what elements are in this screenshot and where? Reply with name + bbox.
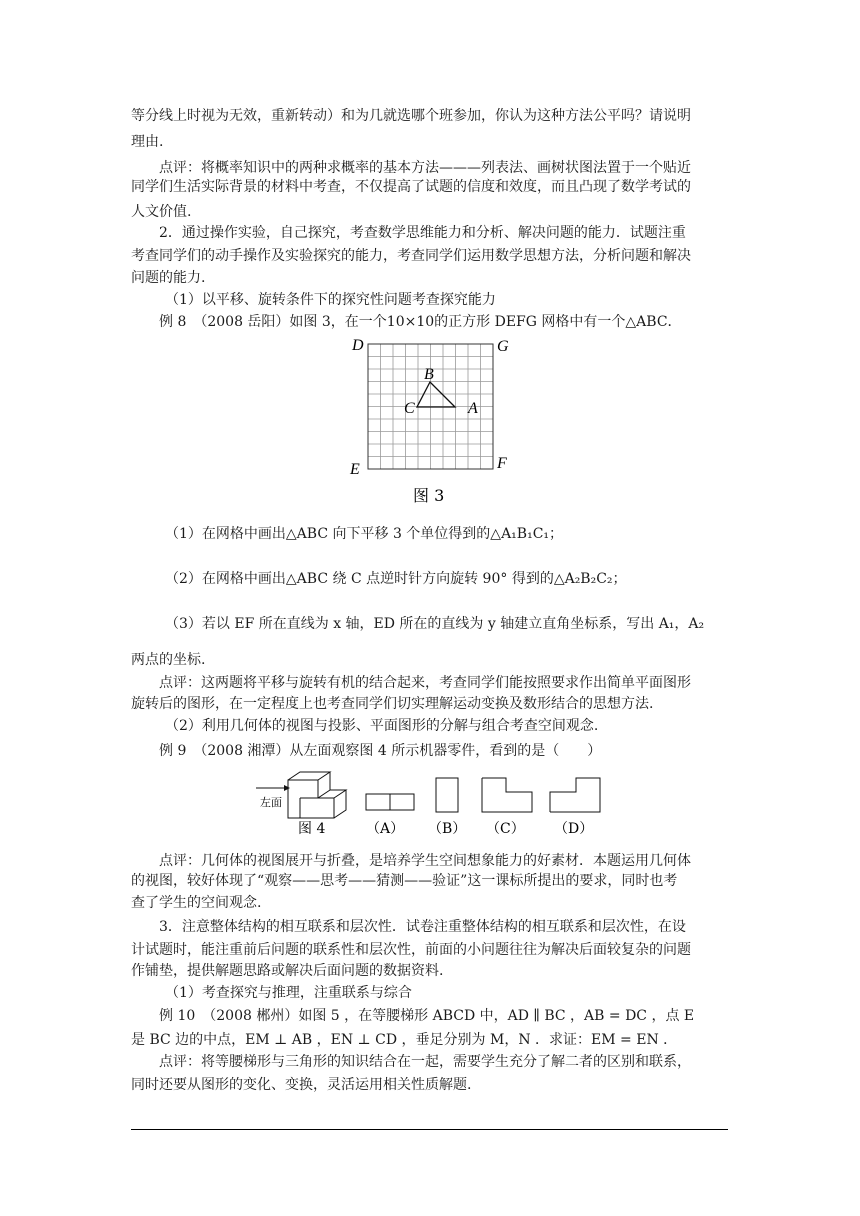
corner-label-f: F	[497, 455, 507, 472]
section-heading: （2）利用几何体的视图与投影、平面图形的分解与组合考查空间观念.	[165, 718, 599, 734]
text-line: 理由.	[131, 134, 164, 150]
text-line: 同学们生活实际背景的材料中考查，不仅提高了试题的信度和效度，而且凸现了数学考试的	[131, 179, 691, 195]
text-line: 点评：将等腰梯形与三角形的知识结合在一起，需要学生充分了解二者的区别和联系，	[159, 1054, 691, 1070]
text-line: 的视图，较好体现了“观察——思考——猜测——验证”这一课标所提出的要求，同时也考	[131, 873, 678, 889]
text-line: 考查同学们的动手操作及实验探究的能力，考查同学们运用数学思想方法，分析问题和解决	[131, 248, 691, 264]
option-d-shape	[550, 778, 600, 812]
option-d-label: （D）	[554, 821, 594, 837]
question-3: （3）若以 EF 所在直线为 x 轴，ED 所在的直线为 y 轴建立直角坐标系，写出 A₁，A₂	[165, 616, 705, 632]
arrow-head-icon	[284, 785, 290, 791]
corner-label-g: G	[497, 338, 509, 355]
option-b-label: （B）	[428, 821, 467, 837]
text-line: 查了学生的空间观念.	[131, 895, 262, 911]
machine-part	[288, 772, 346, 818]
example-8: 例 8 （2008 岳阳）如图 3，在一个10×10的正方形 DEFG 网格中有一个△ABC．	[159, 314, 682, 330]
figure-caption: 图 4	[298, 821, 326, 837]
text-line: 两点的坐标.	[131, 652, 206, 668]
option-c-shape	[482, 778, 532, 812]
text-line: 点评：将概率知识中的两种求概率的基本方法———列表法、画树状图法置于一个贴近	[159, 160, 691, 176]
figure-3	[340, 334, 520, 510]
footer-rule	[131, 1129, 728, 1130]
text-line: 旋转后的图形，在一定程度上也考查同学们切实理解运动变换及数形结合的思想方法.	[131, 696, 654, 712]
text-line: 等分线上时视为无效，重新转动）和为几就选哪个班参加，你认为这种方法公平吗？请说明	[131, 108, 691, 124]
left-view-label: 左面	[260, 796, 282, 809]
option-a-label: （A）	[366, 821, 405, 837]
question-1: （1）在网格中画出△ABC 向下平移 3 个单位得到的△A₁B₁C₁；	[165, 526, 564, 542]
text-line: 人文价值.	[131, 204, 192, 220]
option-b-shape	[436, 778, 458, 812]
vertex-label-a: A	[468, 400, 478, 417]
example-9: 例 9 （2008 湘潭）从左面观察图 4 所示机器零件，看到的是（ ）	[159, 743, 602, 759]
question-2: （2）在网格中画出△ABC 绕 C 点逆时针方向旋转 90° 得到的△A₂B₂C₂；	[165, 571, 627, 587]
text-line: 2．通过操作实验，自己探究，考查数学思维能力和分析、解决问题的能力．试题注重	[159, 225, 686, 241]
text-line: 点评：这两题将平移与旋转有机的结合起来，考查同学们能按照要求作出简单平面图形	[159, 675, 691, 691]
section-heading: （1）以平移、旋转条件下的探究性问题考查探究能力	[165, 292, 496, 308]
figure-4	[250, 770, 610, 840]
example-10: 例 10 （2008 郴州）如图 5 ，在等腰梯形 ABCD 中，AD ∥ BC ，AB = DC ，点 E	[159, 1008, 695, 1024]
option-a-shape	[366, 794, 414, 810]
text-line: 问题的能力.	[131, 270, 206, 286]
vertex-label-b: B	[424, 366, 434, 383]
figure-caption: 图 3	[413, 486, 445, 505]
triangle-abc	[417, 382, 455, 407]
text-line: 3．注意整体结构的相互联系和层次性．试卷注重整体结构的相互联系和层次性，在设	[159, 919, 686, 935]
text-line: 点评：几何体的视图展开与折叠，是培养学生空间想象能力的好素材．本题运用几何体	[159, 853, 691, 869]
option-c-label: （C）	[486, 821, 525, 837]
corner-label-d: D	[352, 337, 364, 354]
section-heading: （1）考查探究与推理，注重联系与综合	[165, 985, 412, 1001]
text-line: 计试题时，能注重前后问题的联系性和层次性，前面的小问题往往为解决后面较复杂的问题	[131, 942, 691, 958]
corner-label-e: E	[350, 461, 360, 478]
text-line: 作铺垫，提供解题思路或解决后面问题的数据资料.	[131, 963, 444, 979]
example-10-cont: 是 BC 边的中点，EM ⊥ AB ，EN ⊥ CD ，垂足分别为 M，N ．求证：EM = EN ．	[131, 1032, 678, 1048]
vertex-label-c: C	[404, 400, 415, 417]
text-line: 同时还要从图形的变化、变换，灵活运用相关性质解题.	[131, 1077, 472, 1093]
